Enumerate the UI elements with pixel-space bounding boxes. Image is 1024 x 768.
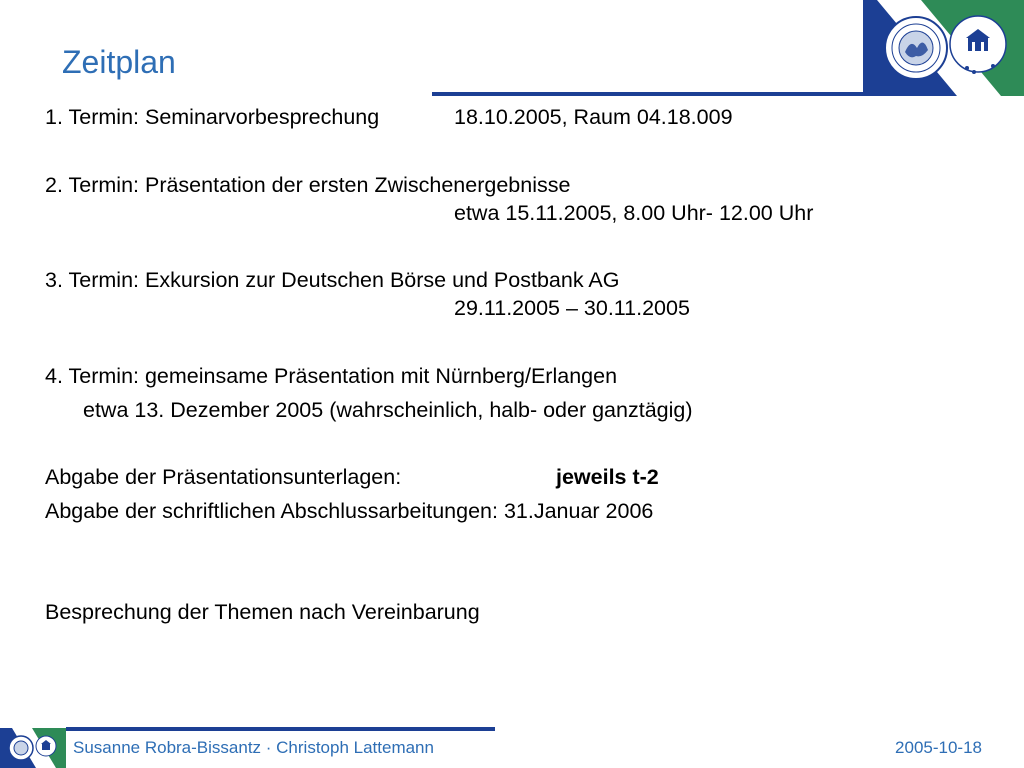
abgabe-praesentation-value: jeweils t-2 [556,465,659,489]
termin-2-label: 2. Termin: Präsentation der ersten Zwischenergebnisse [45,173,571,197]
footer-authors: Susanne Robra-Bissantz · Christoph Lattemann [73,738,434,757]
termin-3-label: 3. Termin: Exkursion zur Deutschen Börse und Postbank AG [45,268,620,292]
termin-1-detail: 18.10.2005, Raum 04.18.009 [454,105,733,129]
footer-date: 2005-10-18 [895,738,982,757]
title-rule [432,92,864,96]
footer-rule [66,727,495,731]
termin-2-detail: etwa 15.11.2005, 8.00 Uhr- 12.00 Uhr [454,201,814,225]
abgabe-praesentation-label: Abgabe der Präsentationsunterlagen: [45,465,402,489]
university-logo [863,0,1024,96]
termin-3-detail: 29.11.2005 – 30.11.2005 [454,296,690,320]
footer-logo [0,728,66,768]
termin-4-detail: etwa 13. Dezember 2005 (wahrscheinlich, halb- oder ganztägig) [83,398,693,422]
besprechung-text: Besprechung der Themen nach Vereinbarung [45,600,480,624]
termin-1-label: 1. Termin: Seminarvorbesprechung [45,105,380,129]
termin-4-label: 4. Termin: gemeinsame Präsentation mit Nürnberg/Erlangen [45,364,618,388]
slide-title: Zeitplan [62,44,176,80]
abgabe-abschluss: Abgabe der schriftlichen Abschlussarbeitungen: 31.Januar 2006 [45,499,654,523]
